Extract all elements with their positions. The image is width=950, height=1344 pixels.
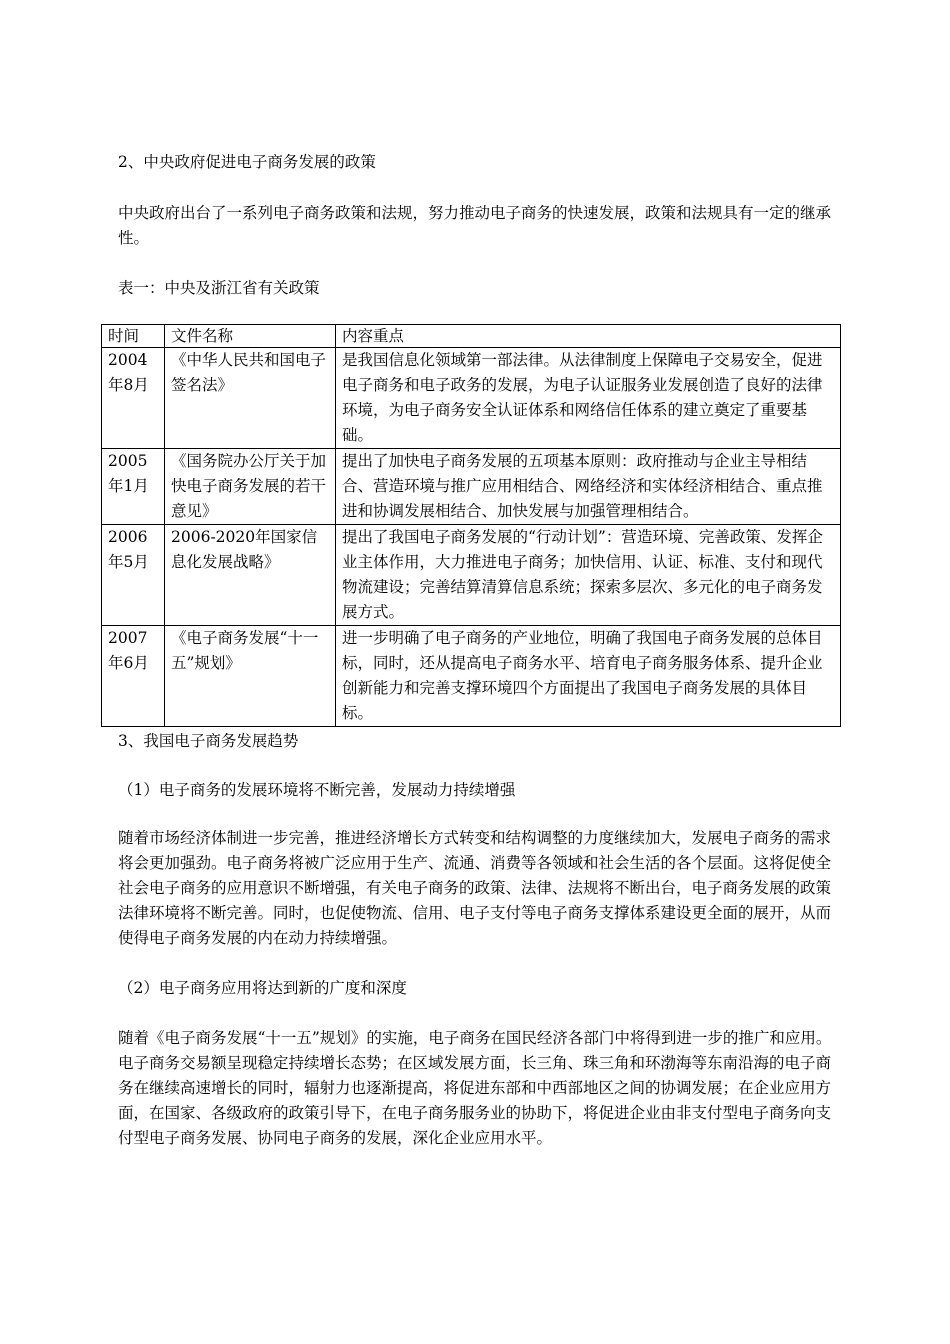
table-row bbox=[102, 449, 841, 525]
row-document-name: 《电子商务发展“十一五”规划》 bbox=[165, 626, 336, 727]
row-document-name: 2006-2020年国家信息化发展战略》 bbox=[165, 525, 336, 626]
section-2-heading: 2、中央政府促进电子商务发展的政策 bbox=[118, 153, 376, 171]
row-content-focus: 提出了我国电子商务发展的“行动计划”：营造环境、完善政策、发挥企业主体作用，大力推进电子商务；加快信用、认证、标准、支付和现代物流建设；完善结算清算信息系统；探索多层次、多元化的电子商务发展方式。 bbox=[336, 525, 841, 626]
trend-2-subheading: （2）电子商务应用将达到新的广度和深度 bbox=[118, 979, 407, 997]
trend-2-paragraph: 随着《电子商务发展“十一五”规划》的实施，电子商务在国民经济各部门中将得到进一步的推广和应用。电子商务交易额呈现稳定持续增长态势；在区域发展方面，长三角、珠三角和环渤海等东南沿海的电子商务在继续高速增长的同时，辐射力也逐渐提高，将促进东部和中西部地区之间的协调发展；在企业应用方面，在国家、各级政府的政策引导下，在电子商务服务业的协助下，将促进企业由非支付型电子商务向支付型电子商务发展、协同电子商务的发展，深化企业应用水平。 bbox=[118, 1029, 832, 1147]
trend-1-subheading: （1）电子商务的发展环境将不断完善，发展动力持续增强 bbox=[118, 781, 516, 799]
row-document-name: 《中华人民共和国电子签名法》 bbox=[165, 348, 336, 449]
trend-1-paragraph: 随着市场经济体制进一步完善，推进经济增长方式转变和结构调整的力度继续加大，发展电子商务的需求将会更加强劲。电子商务将被广泛应用于生产、流通、消费等各领域和社会生活的各个层面。这将促使全社会电子商务的应用意识不断增强，有关电子商务的政策、法律、法规将不断出台，电子商务发展的政策法律环境将不断完善。同时，也促使物流、信用、电子支付等电子商务支撑体系建设更全面的展开，从而使得电子商务发展的内在动力持续增强。 bbox=[118, 829, 832, 947]
row-content-focus: 进一步明确了电子商务的产业地位，明确了我国电子商务发展的总体目标，同时，还从提高电子商务水平、培育电子商务服务体系、提升企业创新能力和完善支撑环境四个方面提出了我国电子商务发展的具体目标。 bbox=[336, 626, 841, 727]
table-row bbox=[102, 525, 841, 626]
header-document-name: 文件名称 bbox=[165, 325, 336, 348]
row-time: 2005年1月 bbox=[102, 449, 165, 525]
row-document-name: 《国务院办公厅关于加快电子商务发展的若干意见》 bbox=[165, 449, 336, 525]
table-caption: 表一：中央及浙江省有关政策 bbox=[118, 279, 320, 297]
table-header-row bbox=[102, 325, 841, 348]
table-row bbox=[102, 348, 841, 449]
header-content-focus: 内容重点 bbox=[336, 325, 841, 348]
section-3-heading: 3、我国电子商务发展趋势 bbox=[118, 732, 299, 750]
header-time: 时间 bbox=[102, 325, 165, 348]
row-time: 2006年5月 bbox=[102, 525, 165, 626]
row-time: 2004年8月 bbox=[102, 348, 165, 449]
row-content-focus: 提出了加快电子商务发展的五项基本原则：政府推动与企业主导相结合、营造环境与推广应用相结合、网络经济和实体经济相结合、重点推进和协调发展相结合、加快发展与加强管理相结合。 bbox=[336, 449, 841, 525]
table-row bbox=[102, 626, 841, 727]
row-content-focus: 是我国信息化领域第一部法律。从法律制度上保障电子交易安全，促进电子商务和电子政务的发展，为电子认证服务业发展创造了良好的法律环境，为电子商务安全认证体系和网络信任体系的建立奠定了重要基础。 bbox=[336, 348, 841, 449]
policy-table bbox=[101, 324, 841, 727]
row-time: 2007年6月 bbox=[102, 626, 165, 727]
section-2-intro-paragraph: 中央政府出台了一系列电子商务政策和法规，努力推动电子商务的快速发展，政策和法规具有一定的继承性。 bbox=[118, 204, 832, 247]
